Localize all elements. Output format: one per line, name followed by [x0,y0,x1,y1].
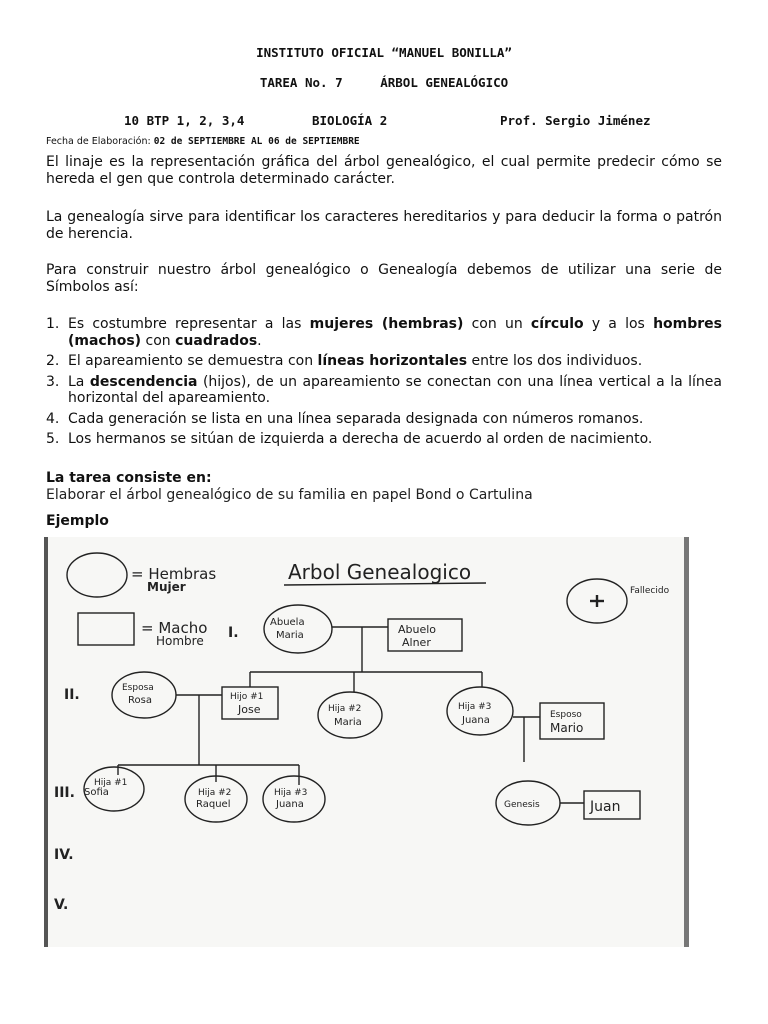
task-description: Elaborar el árbol genealógico de su familia en papel Bond o Cartulina [46,487,533,503]
legend-female-label: = Hembras [131,565,217,583]
list-item [46,353,722,370]
generation-label: V. [54,897,69,913]
nieta2-label: Hija #2 [198,788,232,798]
nieta3-name: Juana [276,799,304,810]
example-heading: Ejemplo [46,513,109,529]
date-value: 02 de SEPTIEMBRE AL 06 de SEPTIEMBRE [153,136,360,147]
list-number: 4. [46,410,60,427]
generation-label: II. [64,687,80,703]
esposa-name: Rosa [128,695,152,706]
legend-male-label: = Macho [141,619,208,637]
date-line [46,136,360,147]
institute-title: INSTITUTO OFICIAL “MANUEL BONILLA” [256,45,512,60]
hija3-name: Juana [462,715,490,726]
list-number: 5. [46,431,60,447]
abuela-label: Abuela [270,617,305,628]
rule-text: (hijos), de un apareamiento se conectan con una línea vertical a la línea horizontal del apareamiento. [68,373,722,406]
hija2-label: Hija #2 [328,704,362,714]
nieta1-name: Sofia [84,787,109,798]
list-item [46,411,722,428]
genesis-name: Genesis [504,800,540,810]
nieta2-name: Raquel [196,799,231,810]
date-label: Fecha de Elaboración: [46,136,151,147]
hija2-name: Maria [334,717,362,728]
esposo-label: Esposo [550,710,582,720]
generation-label: III. [54,785,75,801]
list-number: 1. [46,316,60,332]
esposo-name: Mario [550,721,584,735]
hijo1-label: Hijo #1 [230,692,264,702]
rule-bold: hombres (machos) [68,316,722,349]
rule-text: El apareamiento se demuestra con [68,353,318,369]
list-item [46,431,722,448]
list-number: 3. [46,373,60,390]
legend-female-label-2: Mujer [147,580,186,594]
paragraph-linaje: El linaje es la representación gráfica del árbol genealógico, el cual permite predecir cómo se hereda el gen que controla determinado carácter. [46,154,722,187]
rule-text: Cada generación se lista en una línea separada designada con números romanos. [68,410,644,427]
rule-text: Los hermanos se sitúan de izquierda a derecha de acuerdo al orden de nacimiento. [68,431,653,447]
task-title-header: TAREA No. 7 ÁRBOL GENEALÓGICO [259,75,509,90]
scan-border-right [684,537,689,947]
paragraph-genealogia: La genealogía sirve para identificar los caracteres hereditarios y para deducir la forma o patrón de herencia. [46,209,722,242]
list-number: 2. [46,353,60,369]
teacher-label: Prof. Sergio Jiménez [500,113,651,128]
legend-male-label-2: Hombre [156,634,204,648]
scan-border-left [44,537,48,947]
rule-text: con [141,332,176,349]
rule-text: Es costumbre representar a las [68,316,310,332]
rule-bold: mujeres (hembras) [309,316,464,332]
list-item [46,316,722,349]
generation-label: IV. [54,847,74,863]
rule-bold: líneas horizontales [317,353,468,369]
rule-bold: descendencia [89,373,198,390]
generation-label: I. [228,625,239,641]
paper-background [44,537,689,947]
hija3-label: Hija #3 [458,702,492,712]
group-label: 10 BTP 1, 2, 3,4 [124,113,245,128]
abuelo-name: Alner [402,636,431,649]
deceased-label: Fallecido [630,586,670,596]
task-heading: La tarea consiste en: [46,470,212,486]
list-item [46,374,722,407]
rule-text: . [257,332,262,349]
rule-text: con un [463,316,531,332]
paragraph-simbolos: Para construir nuestro árbol genealógico o Genealogía debemos de utilizar una serie de Símbolos así: [46,262,722,295]
rule-text: La [68,373,90,390]
esposa-label: Esposa [122,683,154,693]
family-tree-figure [44,537,689,947]
abuela-name: Maria [276,630,304,641]
rule-bold: cuadrados [175,332,258,349]
abuelo-label: Abuelo [398,623,437,636]
rules-list [46,316,722,452]
hijo1-name: Jose [238,703,261,716]
nieta1-label: Hija #1 [94,778,128,788]
figure-title: Arbol Genealogico [288,560,472,584]
subject-label: BIOLOGÍA 2 [312,113,388,128]
rule-bold: círculo [530,316,584,332]
rule-text: y a los [583,316,654,332]
nieta3-label: Hija #3 [274,788,308,798]
rule-text: entre los dos individuos. [467,353,643,369]
juan-name: Juan [590,799,621,815]
